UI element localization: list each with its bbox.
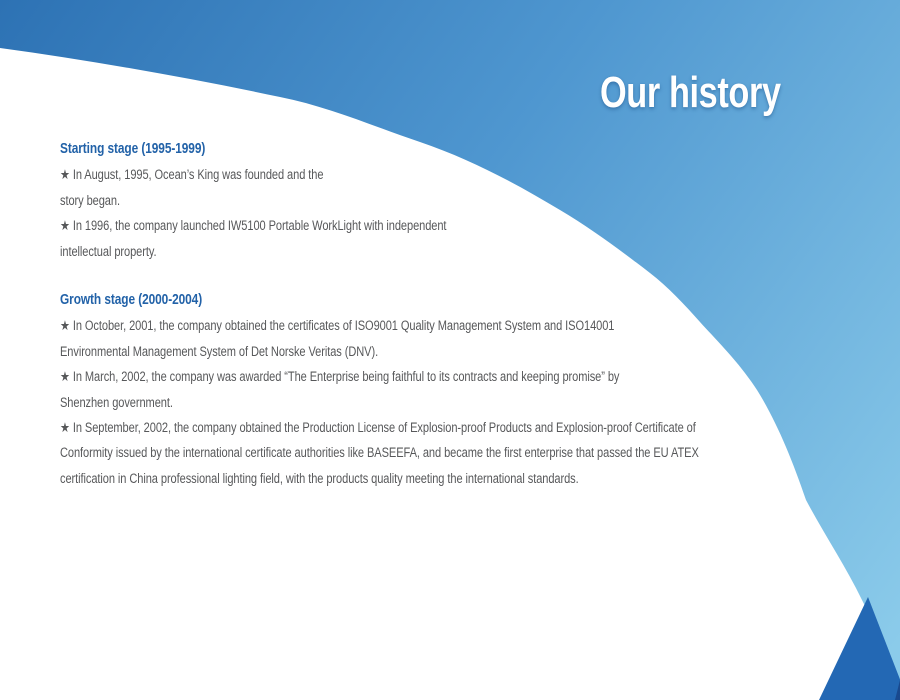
history-line: ★ In October, 2001, the company obtained the certificates of ISO9001 Quality Management System and ISO14001 xyxy=(60,318,615,334)
page-title: Our history xyxy=(600,68,781,117)
history-line: Shenzhen government. xyxy=(60,394,173,410)
history-line: ★ In August, 1995, Ocean’s King was founded and the xyxy=(60,167,324,183)
section-starting-stage xyxy=(60,137,446,264)
history-line: Environmental Management System of Det Norske Veritas (DNV). xyxy=(60,343,379,359)
history-line: certification in China professional lighting field, with the products quality meeting the international standards. xyxy=(60,470,579,486)
section-heading-starting-stage: Starting stage (1995-1999) xyxy=(60,141,206,157)
history-line: ★ In September, 2002, the company obtained the Production License of Explosion-proof Products and Explosion-proof Certificate of xyxy=(60,420,696,436)
history-line: Conformity issued by the international certificate authorities like BASEEFA, and became the first enterprise that passed the EU ATEX xyxy=(60,445,699,461)
section-growth-stage xyxy=(60,288,699,491)
history-line: ★ In March, 2002, the company was awarded “The Enterprise being faithful to its contracts and keeping promise” by xyxy=(60,369,620,385)
section-heading-growth-stage: Growth stage (2000-2004) xyxy=(60,292,203,308)
history-line: ★ In 1996, the company launched IW5100 Portable WorkLight with independent xyxy=(60,218,447,234)
history-line: intellectual property. xyxy=(60,243,157,259)
history-line: story began. xyxy=(60,192,120,208)
